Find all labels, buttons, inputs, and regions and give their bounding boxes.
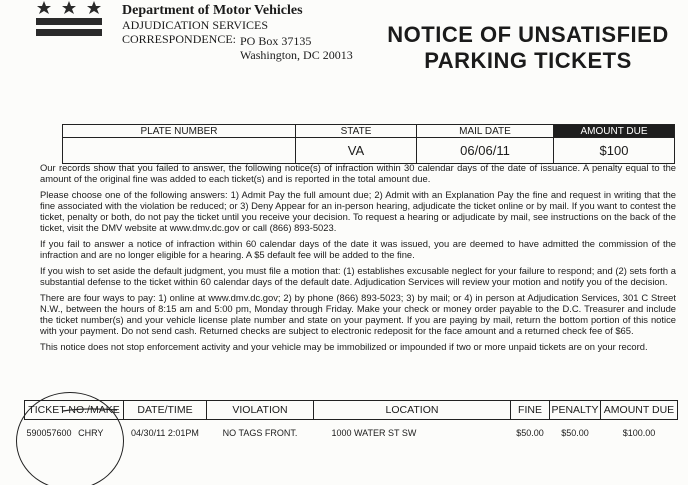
ticket-location: 1000 WATER ST SW [331,428,417,438]
ticket-number: 590057600 [26,428,72,438]
paragraph-answer-options: Please choose one of the following answers: 1) Admit Pay the full amount due; 2) Admit with an Explanation Pay the fine and request in writing that the fine associated with the violation be reduced; or 3) Deny Appear for an in-person hearing, adjudicate the ticket online or by mail. If you want to contest the ticket, penalty or both, do not pay the ticket until you receive your decision. To request a hearing or adjudicate by mail, see instructions on the back of the ticket, visit the DMV website at www.dmv.dc.gov or call (866) 893-5023. [40,189,676,233]
violation-header: VIOLATION [207,401,314,420]
amount-due-value: $100 [554,138,675,164]
paragraph-late-notice: Our records show that you failed to answer, the following notice(s) of infraction within 30 calendar days of the date of issuance. A penalty equal to the amount of the original fine was added to each ticket(s) and is reported in the total amount due. [40,162,676,184]
title-line-1: NOTICE OF UNSATISFIED [387,22,669,47]
paragraph-payment: There are four ways to pay: 1) online at www.dmv.dc.gov; 2) by phone (866) 893-5023; 3) by mail; or 4) in person at Adjudication Services, 301 C Street N.W., between the hours of 8:15 am and 5:00 pm, Monday through Friday. Make your check or money order payable to the D.C. Treasurer and include the ticket number(s) and your vehicle license plate number and state on your payment. If you are paying by mail, return the bottom portion of this notice with your payment. Do not send cash. Returned checks are subject to electronic redeposit for the face amount and a returned check fee of $65. [40,292,676,336]
po-box: PO Box 37135 [240,34,312,48]
paragraph-set-aside: If you wish to set aside the default judgment, you must file a motion that: (1) establishes excusable neglect for your failure to respond; and (2) sets forth a substantial defense to the ticket within 60 calendar days of the default date. Adjudication Services will review your motion and notify you of the decision. [40,265,676,287]
tickets-header-row [25,401,678,420]
ticket-amount-due: $100.00 [622,428,656,438]
agency-header [122,3,353,62]
amount-due-header: AMOUNT DUE [601,401,678,420]
datetime-header: DATE/TIME [124,401,207,420]
state-value: VA [296,138,417,164]
amount-due-header: AMOUNT DUE [554,125,675,138]
notice-title [378,22,678,74]
notice-body [40,162,676,357]
department-name: Department of Motor Vehicles [122,3,303,18]
ticket-violation: NO TAGS FRONT. [222,428,298,438]
correspondence-label: CORRESPONDENCE: [122,32,237,46]
city-state-zip: Washington, DC 20013 [240,48,353,62]
summary-table [62,124,675,164]
summary-value-row [63,138,675,164]
penalty-header: PENALTY [550,401,601,420]
plate-number-value [63,138,296,164]
mail-date-header: MAIL DATE [417,125,554,138]
division-name: ADJUDICATION SERVICES [122,18,269,32]
paragraph-enforcement: This notice does not stop enforcement activity and your vehicle may be immobilized or impounded if two or more unpaid tickets are on your record. [40,341,648,352]
ticket-datetime: 04/30/11 2:01PM [131,428,199,438]
dc-flag-logo [36,0,102,38]
vehicle-make: CHRY [78,428,104,438]
ticket-no-header: TICKET NO./MAKE [25,401,124,420]
ticket-fine: $50.00 [516,428,544,438]
mail-date-value: 06/06/11 [417,138,554,164]
title-line-2: PARKING TICKETS [424,48,632,73]
handwritten-strike-mark [62,404,118,416]
ticket-penalty: $50.00 [561,428,589,438]
paragraph-default: If you fail to answer a notice of infraction within 60 calendar days of the date it was issued, you are deemed to have admitted the commission of the infraction and are no longer eligible for a hearing. A $5 default fee will be added to the fine. [40,238,676,260]
summary-header-row [63,125,675,138]
plate-number-header: PLATE NUMBER [63,125,296,138]
fine-header: FINE [511,401,550,420]
state-header: STATE [296,125,417,138]
location-header: LOCATION [314,401,511,420]
